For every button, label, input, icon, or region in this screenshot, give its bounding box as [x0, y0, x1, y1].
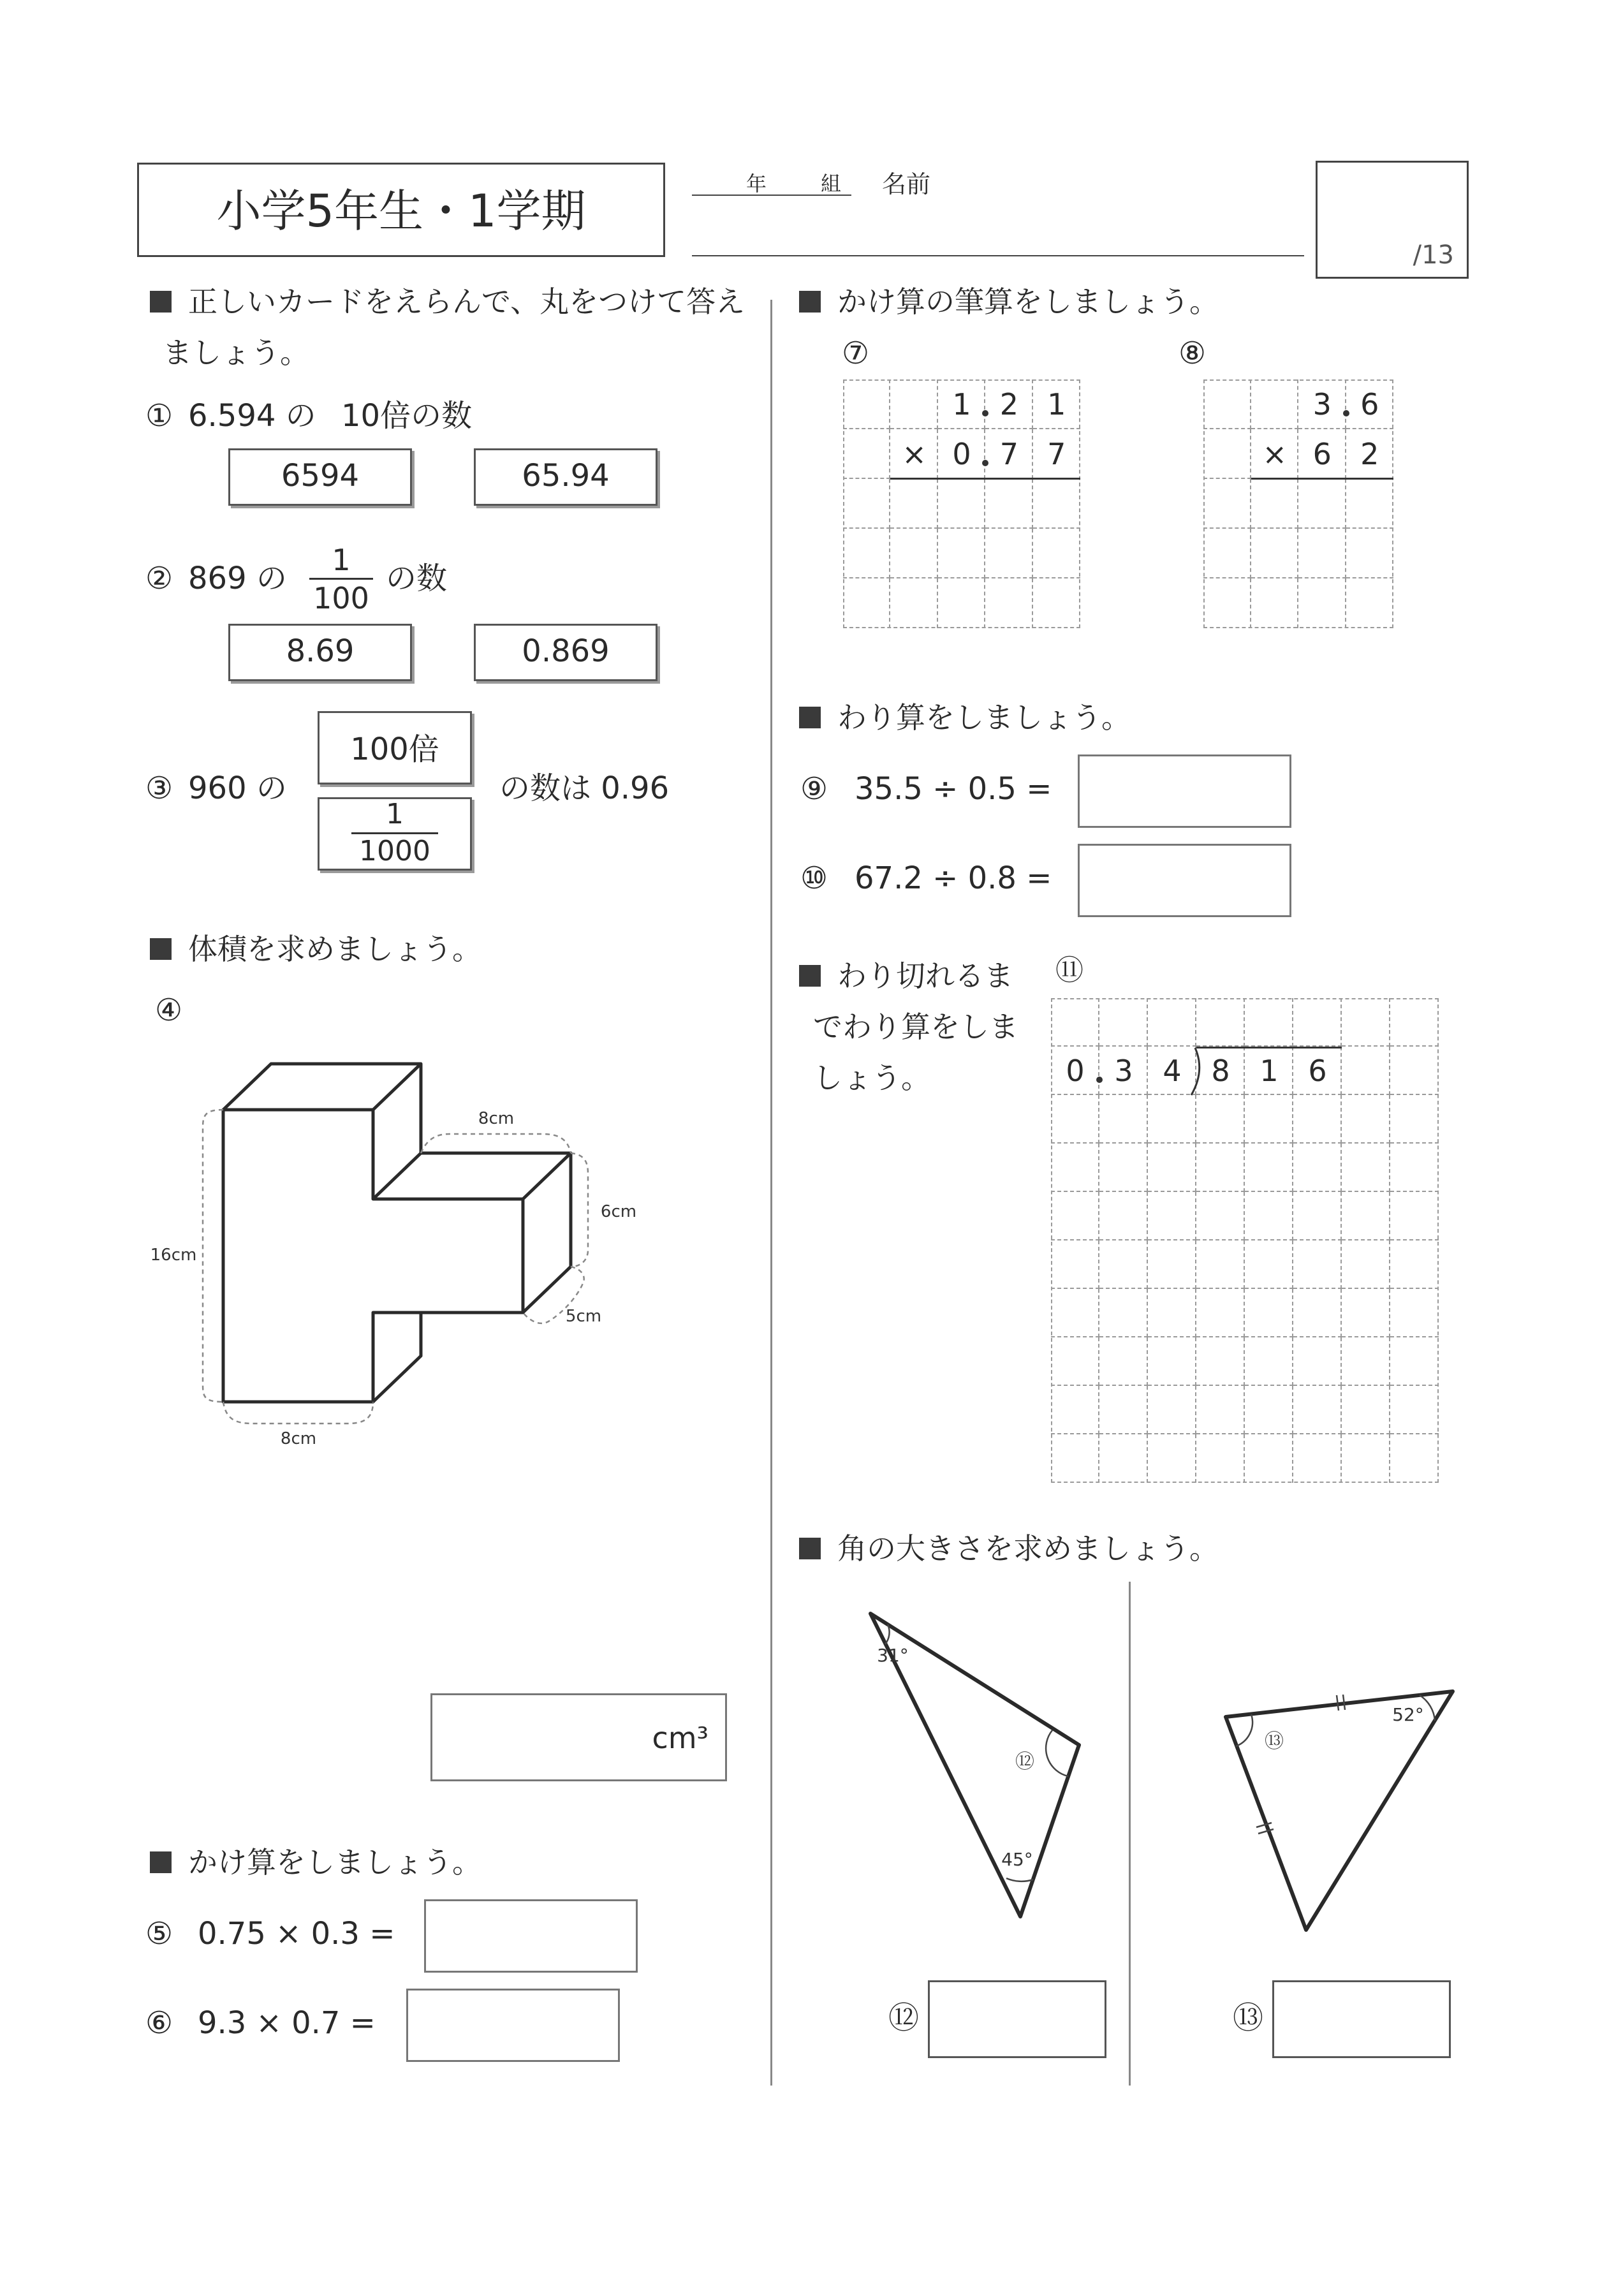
- grid-cell[interactable]: [1051, 1289, 1099, 1337]
- q7-digit: 0: [952, 437, 971, 471]
- q1-card-b[interactable]: 65.94: [474, 448, 657, 506]
- q7-grid[interactable]: [843, 379, 1080, 628]
- q6-answer-box[interactable]: [406, 1989, 620, 2062]
- volume-answer-box[interactable]: [430, 1693, 727, 1781]
- q7-result-line: [890, 478, 1080, 480]
- section1-heading: 正しいカードをえらんで、丸をつけて答え: [150, 287, 745, 316]
- dim-left-label: 16cm: [150, 1246, 197, 1265]
- q7-digit: 1: [1047, 387, 1066, 422]
- section1-heading-cont: ましょう。: [163, 335, 309, 370]
- grid-cell[interactable]: [1099, 1095, 1148, 1144]
- q3-text-b: の数は 0.96: [499, 770, 670, 806]
- grid-cell[interactable]: [985, 578, 1032, 628]
- grid-cell[interactable]: [1196, 1240, 1245, 1289]
- triangle-12: [842, 1594, 1110, 1939]
- grid-cell[interactable]: [1203, 529, 1251, 578]
- grid-cell[interactable]: [985, 479, 1032, 529]
- q3-number: ③: [145, 770, 173, 806]
- grid-cell[interactable]: [1293, 1095, 1342, 1144]
- grid-cell[interactable]: [1099, 1144, 1148, 1192]
- grid-cell[interactable]: [1051, 1337, 1099, 1386]
- q2-frac-den: 100: [313, 581, 369, 615]
- grid-cell[interactable]: [1342, 1192, 1390, 1240]
- volume-unit: cm³: [652, 1721, 709, 1755]
- angle-heading: 角の大きさを求めましょう。: [799, 1534, 1219, 1563]
- volume-heading: 体積を求めましょう。: [150, 934, 481, 964]
- grid-cell[interactable]: [1148, 1144, 1196, 1192]
- grid-cell[interactable]: [1196, 1386, 1245, 1434]
- q2-text-b: の数: [386, 561, 448, 596]
- square-bullet-icon: [799, 965, 821, 987]
- tri1-angle-b: 45°: [1001, 1849, 1033, 1870]
- grid-cell[interactable]: [843, 429, 890, 479]
- grid-cell[interactable]: [1342, 1095, 1390, 1144]
- column-divider: [770, 300, 772, 2086]
- grid-cell[interactable]: [1148, 1289, 1196, 1337]
- title-box: [137, 163, 665, 257]
- grid-cell[interactable]: [1342, 1434, 1390, 1483]
- class-label: 組: [821, 172, 842, 196]
- square-bullet-icon: [150, 1851, 172, 1873]
- q7-digit: 7: [999, 437, 1019, 471]
- q5-expr: 0.75 × 0.3 =: [198, 1916, 395, 1952]
- grid-cell[interactable]: [843, 578, 890, 628]
- grid-cell[interactable]: [890, 479, 937, 529]
- name-field[interactable]: [692, 255, 1304, 256]
- grid-cell[interactable]: [843, 479, 890, 529]
- grid-cell[interactable]: [1390, 1047, 1439, 1095]
- dim-right-label: 6cm: [600, 1202, 637, 1221]
- q13-label: ⑬: [1233, 2000, 1264, 2036]
- triangle-13: [1205, 1671, 1473, 1939]
- grid-cell[interactable]: [890, 578, 937, 628]
- grid-cell[interactable]: [1196, 1192, 1245, 1240]
- grid-cell[interactable]: [1251, 379, 1299, 429]
- q8-number: ⑧: [1179, 335, 1207, 371]
- q8-digit: 3: [1312, 387, 1332, 422]
- grid-cell[interactable]: [1203, 578, 1251, 628]
- q7-digit: ×: [902, 437, 927, 471]
- grid-cell[interactable]: [1245, 998, 1293, 1047]
- q11-number: ⑪: [1055, 954, 1083, 987]
- dim-top-label: 8cm: [478, 1109, 515, 1128]
- grid-cell[interactable]: [1298, 529, 1346, 578]
- grid-cell[interactable]: [1245, 1434, 1293, 1483]
- square-bullet-icon: [799, 291, 821, 313]
- tri2-angle-a: 52°: [1392, 1704, 1424, 1725]
- q11-division-bar: [1196, 1047, 1342, 1049]
- grid-cell[interactable]: [1342, 1144, 1390, 1192]
- q11-grid[interactable]: [1051, 998, 1439, 1483]
- longdiv-heading: わり切れるま: [799, 961, 1013, 990]
- q2-frac-bar: [309, 578, 373, 580]
- q8-result-line: [1251, 478, 1394, 480]
- grid-cell[interactable]: [1342, 1047, 1390, 1095]
- score-total: /13: [1413, 240, 1454, 270]
- q12-label: ⑫: [888, 2000, 920, 2036]
- grid-cell[interactable]: [1051, 1095, 1099, 1144]
- grid-cell[interactable]: [1245, 1386, 1293, 1434]
- grid-cell[interactable]: [843, 379, 890, 429]
- grid-cell[interactable]: [1148, 1386, 1196, 1434]
- grid-cell[interactable]: [1148, 998, 1196, 1047]
- q8-grid[interactable]: [1203, 379, 1393, 628]
- square-bullet-icon: [150, 938, 172, 960]
- square-bullet-icon: [799, 1538, 821, 1559]
- angle-divider: [1129, 1582, 1131, 2086]
- q8-digit: 6: [1312, 437, 1332, 471]
- grid-cell[interactable]: [1342, 998, 1390, 1047]
- q6-expr: 9.3 × 0.7 =: [198, 2005, 376, 2041]
- q4-number: ④: [155, 992, 183, 1028]
- q5-answer-box[interactable]: [424, 1899, 638, 1973]
- tri2-unknown: ⑬: [1265, 1730, 1284, 1753]
- grid-cell[interactable]: [890, 379, 937, 429]
- grid-cell[interactable]: [1293, 998, 1342, 1047]
- q5-number: ⑤: [145, 1916, 173, 1952]
- grid-cell[interactable]: [1203, 479, 1251, 529]
- grid-cell[interactable]: [1293, 1144, 1342, 1192]
- square-bullet-icon: [799, 707, 821, 728]
- q2-number: ②: [145, 561, 173, 596]
- q3-text: 960 の: [188, 770, 287, 806]
- grid-cell[interactable]: [1148, 1240, 1196, 1289]
- q10-number: ⑩: [800, 860, 828, 896]
- grid-cell[interactable]: [1196, 1144, 1245, 1192]
- grid-cell[interactable]: [1051, 998, 1099, 1047]
- grid-cell[interactable]: [1245, 1240, 1293, 1289]
- grid-cell[interactable]: [1245, 1144, 1293, 1192]
- grid-cell[interactable]: [1298, 479, 1346, 529]
- longdiv-heading-line3: しょう。: [813, 1061, 930, 1095]
- grid-cell[interactable]: [1148, 1192, 1196, 1240]
- q8-digit: 2: [1360, 437, 1379, 471]
- score-box: [1316, 161, 1469, 279]
- grid-cell[interactable]: [1390, 1144, 1439, 1192]
- dim-bottom-label: 8cm: [280, 1429, 317, 1448]
- q6-number: ⑥: [145, 2005, 173, 2041]
- q13-answer-box[interactable]: [1272, 1980, 1451, 2058]
- grid-cell[interactable]: [890, 529, 937, 578]
- q2-card-b[interactable]: 0.869: [474, 624, 657, 681]
- q11-divisor-digit: 3: [1114, 1054, 1133, 1088]
- div-heading: わり算をしましょう。: [799, 703, 1131, 732]
- grid-cell[interactable]: [1390, 1192, 1439, 1240]
- grid-cell[interactable]: [1148, 1337, 1196, 1386]
- grid-cell[interactable]: [1033, 578, 1080, 628]
- grid-cell[interactable]: [1099, 1192, 1148, 1240]
- grid-cell[interactable]: [1390, 1240, 1439, 1289]
- q3-frac-den: 1000: [359, 835, 430, 867]
- grid-cell[interactable]: [1051, 1434, 1099, 1483]
- grid-cell[interactable]: [1203, 379, 1251, 429]
- q7-number: ⑦: [842, 335, 870, 371]
- year-label: 年: [746, 172, 767, 196]
- q7-digit: 1: [952, 387, 971, 422]
- grid-cell[interactable]: [1196, 1095, 1245, 1144]
- grid-cell[interactable]: [1293, 1386, 1342, 1434]
- q11-dividend-digit: 1: [1259, 1054, 1279, 1088]
- grid-cell[interactable]: [1033, 479, 1080, 529]
- q8-decimal-point: [1343, 410, 1349, 416]
- longdiv-heading-line2: でわり算をしま: [813, 1010, 1018, 1044]
- q10-expr: 67.2 ÷ 0.8 =: [855, 860, 1052, 896]
- grid-cell[interactable]: [1293, 1240, 1342, 1289]
- grid-cell[interactable]: [843, 529, 890, 578]
- q9-number: ⑨: [800, 771, 828, 807]
- grid-cell[interactable]: [1346, 529, 1394, 578]
- grid-cell[interactable]: [1251, 479, 1299, 529]
- q2-text: 869 の: [188, 561, 287, 596]
- grid-cell[interactable]: [1245, 1337, 1293, 1386]
- grid-cell[interactable]: [1245, 1095, 1293, 1144]
- grid-cell[interactable]: [1099, 1386, 1148, 1434]
- grid-cell[interactable]: [1196, 1337, 1245, 1386]
- grid-cell[interactable]: [985, 529, 1032, 578]
- grid-cell[interactable]: [1203, 429, 1251, 479]
- grid-cell[interactable]: [938, 529, 985, 578]
- q9-expr: 35.5 ÷ 0.5 =: [855, 771, 1052, 807]
- q2-card-a[interactable]: 8.69: [228, 624, 412, 681]
- grid-cell[interactable]: [1245, 1289, 1293, 1337]
- q12-answer-box[interactable]: [928, 1980, 1106, 2058]
- q3-frac-bar: [351, 832, 438, 834]
- grid-cell[interactable]: [1245, 1192, 1293, 1240]
- grid-cell[interactable]: [1298, 578, 1346, 628]
- grid-cell[interactable]: [1051, 1192, 1099, 1240]
- grid-cell[interactable]: [1342, 1240, 1390, 1289]
- q9-answer-box[interactable]: [1078, 754, 1291, 828]
- q1-number: ①: [145, 398, 173, 434]
- q3-card-b[interactable]: [318, 797, 472, 871]
- grid-cell[interactable]: [1390, 1434, 1439, 1483]
- grid-cell[interactable]: [1293, 1337, 1342, 1386]
- volume-figure: [128, 1046, 650, 1461]
- grid-cell[interactable]: [1251, 529, 1299, 578]
- grid-cell[interactable]: [1051, 1240, 1099, 1289]
- q7-digit: 2: [999, 387, 1019, 422]
- q7-digit: 7: [1047, 437, 1066, 471]
- grid-cell[interactable]: [1148, 1434, 1196, 1483]
- grid-cell[interactable]: [1051, 1144, 1099, 1192]
- dim-depth-label: 5cm: [565, 1307, 602, 1326]
- q8-digit: 6: [1360, 387, 1379, 422]
- grid-cell[interactable]: [1346, 578, 1394, 628]
- grid-cell[interactable]: [1390, 1337, 1439, 1386]
- grid-cell[interactable]: [1099, 998, 1148, 1047]
- square-bullet-icon: [150, 291, 172, 313]
- q1-text: 6.594 の: [188, 398, 316, 434]
- grid-cell[interactable]: [1099, 1289, 1148, 1337]
- written-heading: かけ算の筆算をしましょう。: [799, 287, 1219, 316]
- grid-cell[interactable]: [938, 578, 985, 628]
- q10-answer-box[interactable]: [1078, 844, 1291, 917]
- q11-dividend-digit: 6: [1308, 1054, 1327, 1088]
- q1-text-b: 10倍の数: [341, 398, 473, 434]
- grid-cell[interactable]: [1342, 1337, 1390, 1386]
- q11-division-bracket: [1187, 1047, 1207, 1098]
- q11-divisor-digit: 0: [1066, 1054, 1085, 1088]
- q11-divisor-digit: 4: [1163, 1054, 1182, 1088]
- grid-cell[interactable]: [1342, 1386, 1390, 1434]
- grid-cell[interactable]: [1390, 1386, 1439, 1434]
- grid-cell[interactable]: [1099, 1337, 1148, 1386]
- grid-cell[interactable]: [1196, 998, 1245, 1047]
- q3-frac-num: 1: [386, 798, 404, 830]
- grid-cell[interactable]: [1148, 1095, 1196, 1144]
- grid-cell[interactable]: [1196, 1434, 1245, 1483]
- q11-dividend-digit: 8: [1211, 1054, 1230, 1088]
- page-title: 小学5年生・1学期: [216, 185, 586, 237]
- grid-cell[interactable]: [938, 479, 985, 529]
- name-label: 名前: [882, 170, 931, 198]
- grid-cell[interactable]: [1293, 1289, 1342, 1337]
- q1-card-a[interactable]: 6594: [228, 448, 412, 506]
- grid-cell[interactable]: [1293, 1192, 1342, 1240]
- grid-cell[interactable]: [1251, 578, 1299, 628]
- q8-digit: ×: [1262, 437, 1288, 471]
- grid-cell[interactable]: [1033, 529, 1080, 578]
- grid-cell[interactable]: [1390, 1095, 1439, 1144]
- grid-cell[interactable]: [1196, 1289, 1245, 1337]
- grid-cell[interactable]: [1051, 1386, 1099, 1434]
- mult-heading: かけ算をしましょう。: [150, 1848, 481, 1877]
- grid-cell[interactable]: [1099, 1240, 1148, 1289]
- tri1-unknown: ⑫: [1015, 1751, 1034, 1773]
- q2-frac-num: 1: [332, 543, 351, 577]
- grid-cell[interactable]: [1390, 998, 1439, 1047]
- grid-cell[interactable]: [1099, 1434, 1148, 1483]
- grid-cell[interactable]: [1346, 479, 1394, 529]
- grid-cell[interactable]: [1390, 1289, 1439, 1337]
- tri1-angle-a: 31°: [877, 1645, 909, 1666]
- q3-card-a[interactable]: 100倍: [318, 711, 472, 784]
- grid-cell[interactable]: [1342, 1289, 1390, 1337]
- grid-cell[interactable]: [1293, 1434, 1342, 1483]
